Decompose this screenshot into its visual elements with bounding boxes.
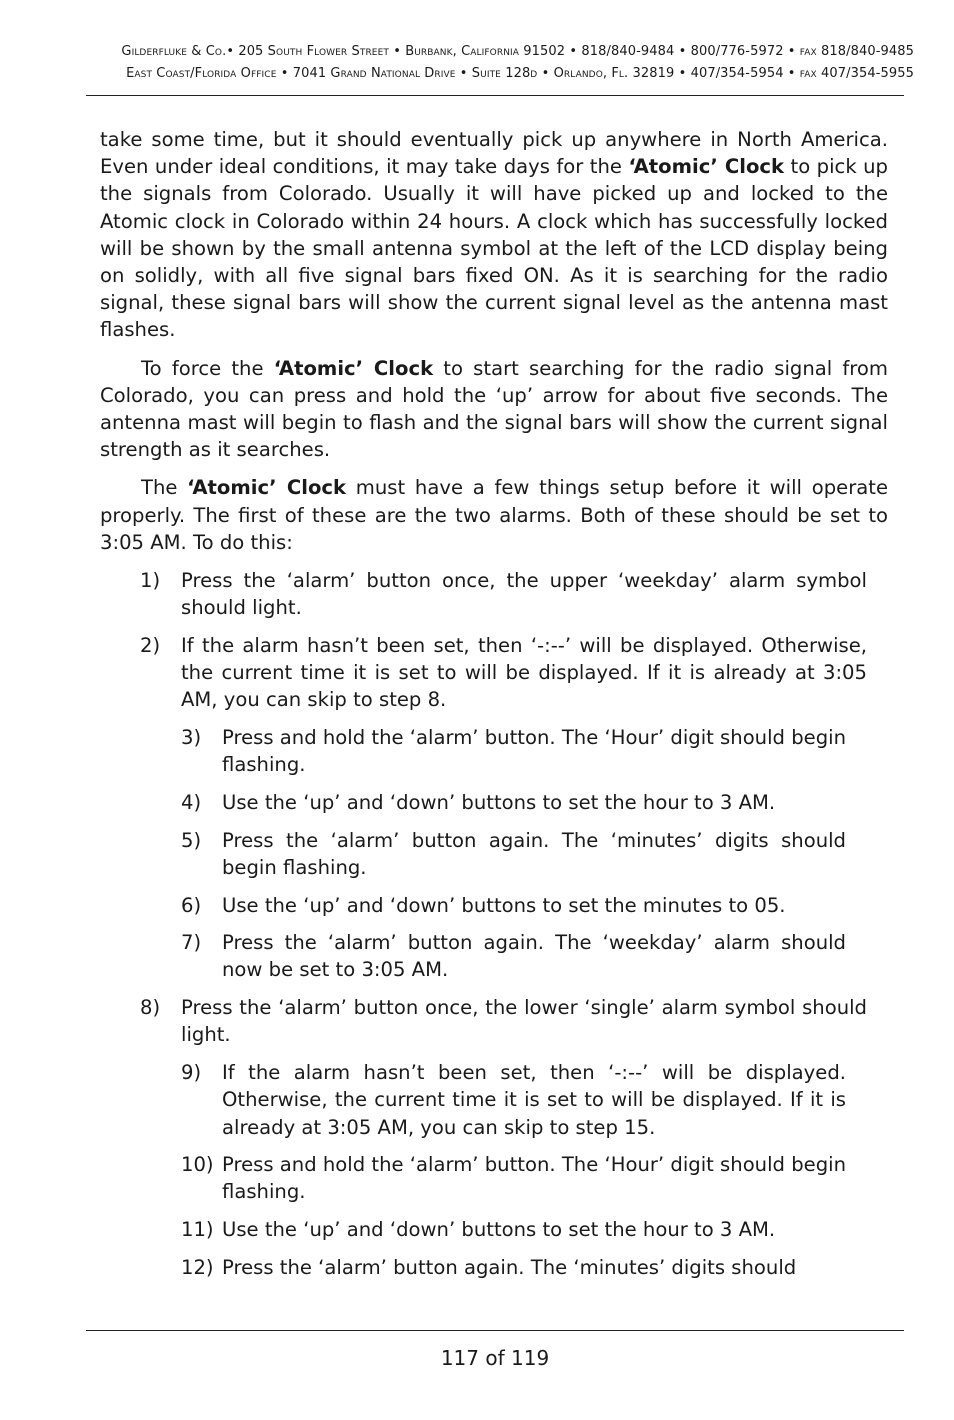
step-text: Press the ‘alarm’ button again. The ‘minutes’ digits should <box>222 1255 797 1279</box>
list-item <box>140 567 867 621</box>
step-text: Press the ‘alarm’ button once, the upper ‘weekday’ alarm symbol should light. <box>181 569 867 620</box>
footer-rule <box>86 1330 904 1331</box>
list-item <box>181 1216 846 1243</box>
paragraph-text: The <box>141 476 188 500</box>
step-number: 12) <box>181 1255 214 1279</box>
paragraph-text: take some time, but it should eventually pick up anywhere in North America. Even under ideal conditions, it may take days for the <box>100 128 888 179</box>
paragraph <box>100 474 888 556</box>
header-line-1: Gilderfluke & Co.• 205 South Flower Street • Burbank, California 91502 • 818/840-9484 • 800/776-5972 • fax 818/840-9485 <box>121 44 914 59</box>
page-number: 117 of 119 <box>440 1346 550 1370</box>
step-text: Press the ‘alarm’ button again. The ‘minutes’ digits should begin flashing. <box>222 828 846 879</box>
step-number: 9) <box>181 1061 202 1085</box>
paragraph-text: must have a few things setup before it will operate properly. The first of these are the two alarms. Both of these should be set to 3:05 AM. To do this: <box>100 476 888 554</box>
paragraph <box>100 126 888 344</box>
step-number: 7) <box>181 931 202 955</box>
step-number: 3) <box>181 726 202 750</box>
step-text: Press the ‘alarm’ button once, the lower ‘single’ alarm symbol should light. <box>181 996 867 1047</box>
step-text: If the alarm hasn’t been set, then ‘-:--’ will be displayed. Otherwise, the current time it is set to will be displayed. If it is already at 3:05 AM, you can skip to step 15. <box>222 1061 846 1139</box>
paragraph <box>100 355 888 464</box>
step-number: 6) <box>181 893 202 917</box>
step-number: 8) <box>140 996 161 1020</box>
list-item <box>181 789 846 816</box>
step-text: Press the ‘alarm’ button again. The ‘weekday’ alarm should now be set to 3:05 AM. <box>222 931 846 982</box>
header-line-2: East Coast/Florida Office • 7041 Grand National Drive • Suite 128d • Orlando, Fl. 32819 • 407/354-5954 • fax 407/354-5955 <box>126 66 914 81</box>
step-text: Use the ‘up’ and ‘down’ buttons to set the hour to 3 AM. <box>222 1218 776 1242</box>
list-item <box>181 1254 846 1281</box>
page-header <box>40 41 914 85</box>
list-item <box>181 929 846 983</box>
list-item <box>181 1151 846 1205</box>
step-number: 11) <box>181 1218 214 1242</box>
step-number: 10) <box>181 1153 214 1177</box>
list-item <box>181 892 846 919</box>
step-text: Press and hold the ‘alarm’ button. The ‘Hour’ digit should begin flashing. <box>222 726 846 777</box>
step-text: If the alarm hasn’t been set, then ‘-:--’ will be displayed. Otherwise, the current time it is set to will be displayed. If it is already at 3:05 AM, you can skip to step 8. <box>181 633 867 712</box>
step-text: Use the ‘up’ and ‘down’ buttons to set the hour to 3 AM. <box>222 790 776 814</box>
paragraph-text: to pick up the signals from Colorado. Usually it will have picked up and locked to the Atomic clock in Colorado within 24 hours. A clock which has successfully locked will be shown by the small antenna symbol at the left of the LCD display being on solidly, with all five signal bars fixed ON. As it is searching for the radio signal, these signal bars will show the current signal level as the antenna mast flashes. <box>100 155 888 342</box>
product-name: ‘Atomic’ Clock <box>273 356 434 380</box>
paragraph-text: To force the <box>141 356 274 380</box>
product-name: ‘Atomic’ Clock <box>628 155 785 179</box>
step-text: Press and hold the ‘alarm’ button. The ‘Hour’ digit should begin flashing. <box>222 1153 846 1204</box>
paragraph-text: to start searching for the radio signal from Colorado, you can press and hold the ‘up’ arrow for about five seconds. The antenna mast will begin to flash and the signal bars will show the current signal strength as it searches. <box>100 356 888 462</box>
list-item <box>181 724 846 778</box>
list-item <box>140 994 867 1048</box>
header-rule <box>86 95 904 96</box>
step-number: 1) <box>140 569 161 593</box>
list-item <box>181 827 846 881</box>
step-text: Use the ‘up’ and ‘down’ buttons to set the minutes to 05. <box>222 893 786 917</box>
list-item <box>181 1059 846 1141</box>
list-item <box>140 632 867 714</box>
step-number: 4) <box>181 790 202 814</box>
step-number: 5) <box>181 828 202 852</box>
step-number: 2) <box>140 633 161 657</box>
page-body <box>100 126 888 1292</box>
product-name: ‘Atomic’ Clock <box>187 476 347 500</box>
